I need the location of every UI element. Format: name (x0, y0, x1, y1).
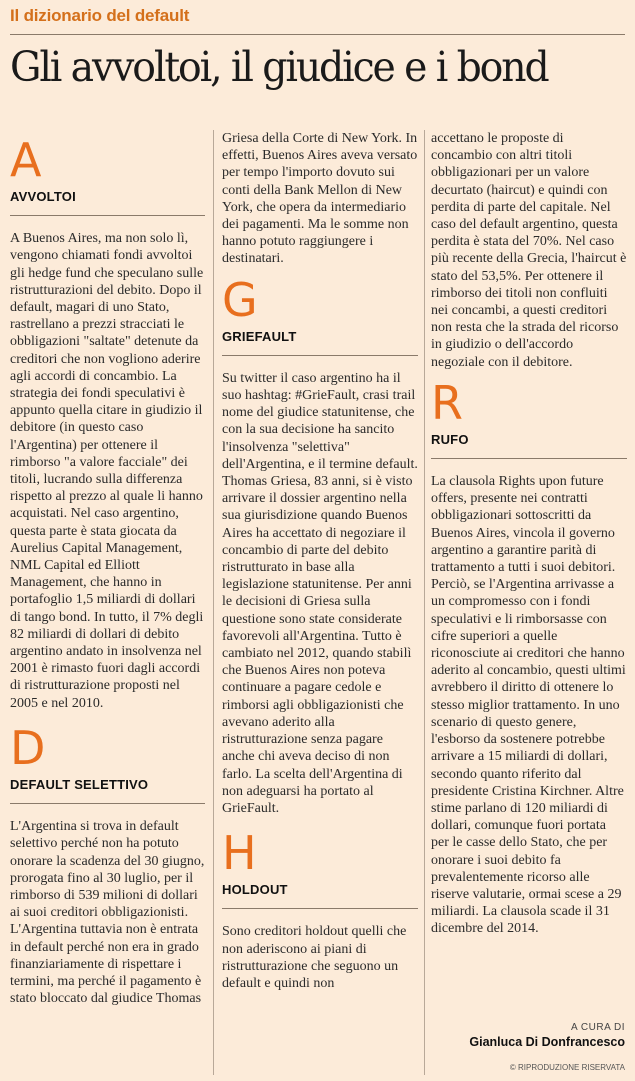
entry-avvoltoi (10, 133, 205, 712)
entry-label: DEFAULT SELETTIVO (10, 776, 205, 804)
author-name: Gianluca Di Donfrancesco (469, 1035, 625, 1049)
entry-default-selettivo (10, 720, 205, 1007)
column-divider (424, 130, 425, 1075)
column-divider (213, 130, 214, 1075)
entry-label: AVVOLTOI (10, 188, 205, 216)
entry-text-continued: accettano le proposte di concambio con altri titoli obbligazionari per un valore decurtato (haircut) e quindi con perdita di parte del capitale. Nel caso del default argentino, questa perdita è stata del 70%. Nel caso più recente della Grecia, l'haircut è stato del 53,5%. Per ottenere il rimborso dei titoli non confluiti nei concambi, a questi creditori non resta che la strada del ricorso in giudizio o dell'accordo negoziale con il debitore. (431, 131, 627, 370)
copyright-notice: © RIPRODUZIONE RISERVATA (509, 1063, 625, 1072)
entry-label: RUFO (431, 431, 627, 459)
credit-prefix: A CURA DI (571, 1022, 625, 1033)
entry-letter: G (222, 272, 258, 327)
entry-text-continued: Griesa della Corte di New York. In effetti, Buenos Aires aveva versato per tempo l'importo dovuto sui conti della Bank Mellon di New York, che opera da intermediario dei pagamenti. Ma le somme non hanno potuto raggiungere i destinatari. (222, 131, 418, 267)
column-3 (431, 130, 627, 1075)
entry-text: La clausola Rights upon future offers, presente nei contratti obbligazionari sottoscritti da Buenos Aires, vincola il governo argentino a garantire parità di trattamento a tutti i suoi debitori. Perciò, se l'Argentina arrivasse a un compromesso con i fondi speculativi e li rimborsasse con cifre superiori a quelle riconosciute ai creditori che hanno aderito al concambio, questi ultimi avrebbero il diritto di ottenere lo stesso miglior trattamento. In uno scenario di questo genere, l'esborso da sostenere potrebbe arrivare a 15 miliardi di dollari, secondo quanto riferito dal presidente Cristina Kirchner. Altre stime parlano di 120 miliardi di dollari, comunque fuori portata per le casse dello Stato, che per onorare i suoi debito fa prevalentemente ricorso alle riserve valutarie, ormai scese a 29 miliardi. La clausola scade il 31 dicembre del 2014. (431, 474, 626, 937)
entry-label: GRIEFAULT (222, 328, 418, 356)
entry-rufo (431, 375, 627, 938)
entry-label: HOLDOUT (222, 881, 418, 909)
entry-text: Sono creditori holdout quelli che non aderiscono ai piani di ristrutturazione che seguono un default e quindi non (222, 924, 407, 991)
entry-text: L'Argentina si trova in default selettivo perché non ha potuto onorare la scadenza del 30 giugno, prorogata fino al 30 luglio, per il rimborso di 539 milioni di dollari ai suoi creditori obbligazionisti. L'Argentina tuttavia non è entrata in default perché non era in grado finanziariamente di rispettare i termini, ma perché il pagamento è stato bloccato dal giudice Thomas (10, 819, 205, 1007)
entry-text: A Buenos Aires, ma non solo lì, vengono chiamati fondi avvoltoi gli hedge fund che speculano sulle ristrutturazioni del debito. Dopo il default, magari di uno Stato, rastrellano a prezzi stracciati le obbligazioni "saltate" detenute da creditori che non vogliono aderire agli accordi di concambio. La strategia dei fondi speculativi è appunto quella citare in giudizio il debitore (in questo caso l'Argentina) per ottenere il rimborso "a valore facciale" dei titoli, lucrando sulla differenza rispetto al prezzo al quale li hanno acquistati. Nel caso argentino, questa parte è stata giocata da Aurelius Capital Management, NML Capital ed Elliott Management, che hanno in portafoglio 1,5 miliardi di dollari di tango bond. In tutto, il 7% degli 82 miliardi di dollari di debito argentino andato in insolvenza nel 2001 è rimasto fuori dagli accordi di ristrutturazione proposti nel 2005 e nel 2010. (10, 231, 204, 711)
entry-letter: R (431, 375, 463, 430)
entry-text: Su twitter il caso argentino ha il suo hashtag: #GrieFault, crasi trail nome del giudice statunitense, che con la sua decisione ha sancito l'insolvenza "selettiva" dell'Argentina, e il termine default. Thomas Griesa, 83 anni, si è visto arrivare il dossier argentino nella sua giurisdizione quando Buenos Aires ha accettato di negoziare il concambio di parte del debito ristrutturato in base alla legislazione statunitense. Per anni le decisioni di Griesa sulla questione sono state considerate favorevoli all'Argentina. Tutto è cambiato nel 2012, quando stabilì che Buenos Aires non poteva continuare a pagare cedole e rimborsi agli obbligazionisti che avevano aderito alla ristrutturazione senza pagare anche chi aveva deciso di non farlo. La scelta dell'Argentina di non adeguarsi ha portato al GrieFault. (222, 370, 418, 816)
column-2 (222, 130, 418, 1075)
section-kicker: Il dizionario del default (10, 6, 190, 25)
kicker-divider (10, 34, 625, 35)
headline: Gli avvoltoi, il giudice e i bond (10, 43, 548, 91)
column-1 (10, 130, 205, 1075)
author-credit (469, 1022, 625, 1049)
entry-griefault (222, 272, 418, 817)
entry-letter: H (222, 826, 257, 881)
entry-holdout (222, 826, 418, 992)
entry-letter: A (10, 133, 42, 187)
entry-letter: D (10, 720, 46, 775)
